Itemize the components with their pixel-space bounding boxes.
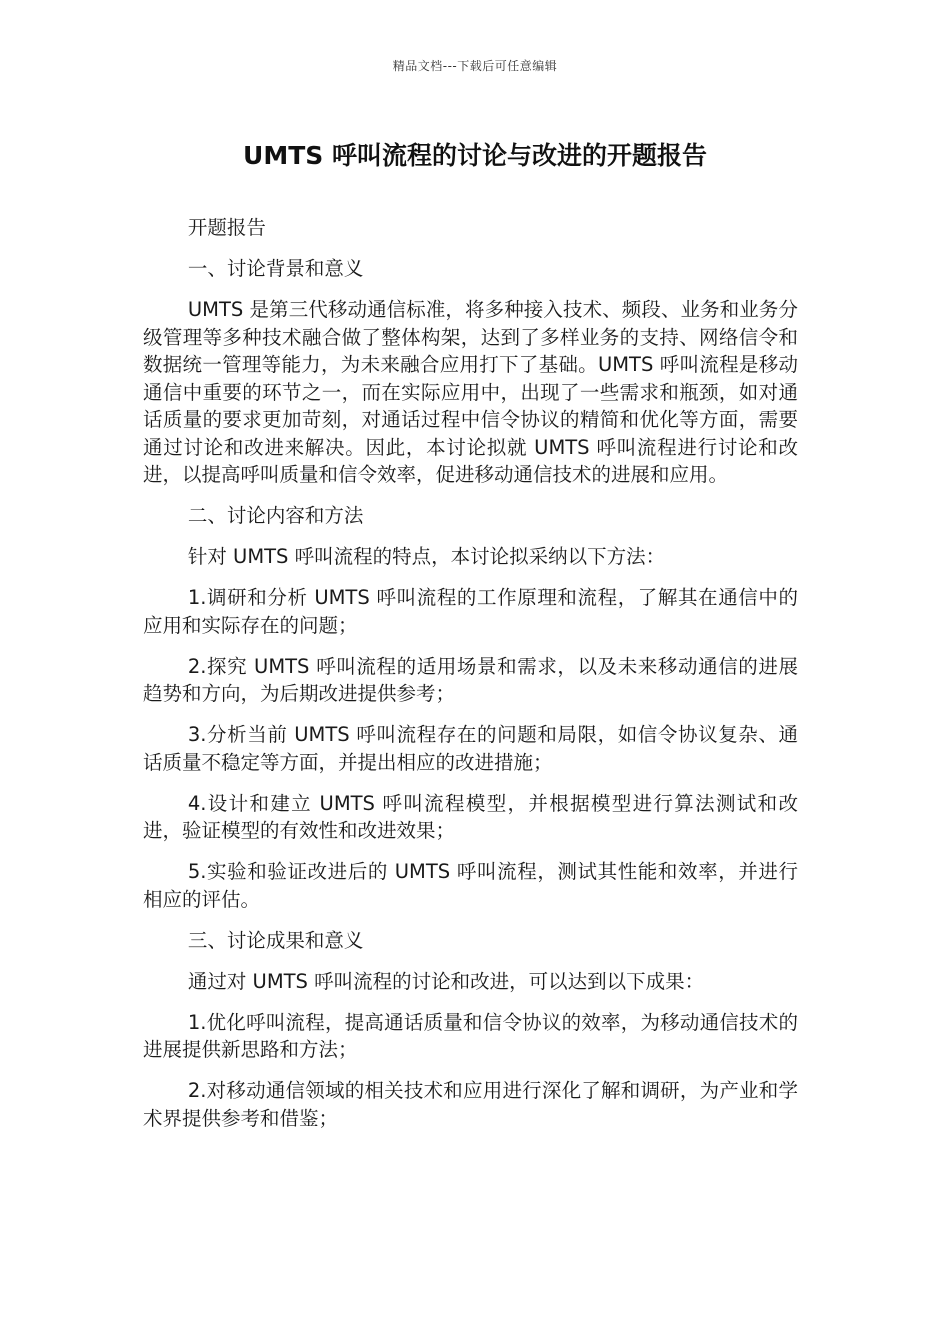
list-item-method-3: 3.分析当前 UMTS 呼叫流程存在的问题和局限，如信令协议复杂、通话质量不稳定等方面，并提出相应的改进措施；	[143, 723, 798, 774]
section-heading-results: 三、讨论成果和意义	[187, 928, 364, 952]
list-item-method-1: 1.调研和分析 UMTS 呼叫流程的工作原理和流程，了解其在通信中的应用和实际存在的问题；	[143, 586, 798, 637]
paragraph-background: UMTS 是第三代移动通信标准，将多种接入技术、频段、业务和业务分级管理等多种技术融合做了整体构架，达到了多样业务的支持、网络信令和数据统一管理等能力，为未来融合应用打下了基础。UMTS 呼叫流程是移动通信中重要的环节之一，而在实际应用中，出现了一些需求和瓶颈，如对通话质量的要求更加苛刻，对通话过程中信令协议的精简和优化等方面，需要通过讨论和改进来解决。因此，本讨论拟就 UMTS 呼叫流程进行讨论和改进，以提高呼叫质量和信令效率，促进移动通信技术的进展和应用。	[143, 298, 798, 486]
list-item-method-4: 4.设计和建立 UMTS 呼叫流程模型，并根据模型进行算法测试和改进，验证模型的有效性和改进效果；	[143, 791, 798, 842]
list-item-result-1: 1.优化呼叫流程，提高通话质量和信令协议的效率，为移动通信技术的进展提供新思路和方法；	[143, 1010, 798, 1061]
list-item-method-5: 5.实验和验证改进后的 UMTS 呼叫流程，测试其性能和效率，并进行相应的评估。	[143, 860, 798, 911]
section-heading-background: 一、讨论背景和意义	[187, 257, 364, 280]
document-title: UMTS 呼叫流程的讨论与改进的开题报告	[243, 141, 707, 170]
paragraph-method-intro: 针对 UMTS 呼叫流程的特点，本讨论拟采纳以下方法：	[187, 545, 666, 568]
header-note: 精品文档---下载后可任意编辑	[392, 59, 558, 73]
section-heading-content-method: 二、讨论内容和方法	[187, 504, 364, 527]
paragraph-report-label: 开题报告	[187, 216, 266, 239]
list-item-method-2: 2.探究 UMTS 呼叫流程的适用场景和需求，以及未来移动通信的进展趋势和方向，为后期改进提供参考；	[143, 654, 798, 705]
paragraph-results-intro: 通过对 UMTS 呼叫流程的讨论和改进，可以达到以下成果：	[187, 969, 705, 993]
document-body	[143, 214, 798, 1146]
list-item-result-2: 2.对移动通信领域的相关技术和应用进行深化了解和调研，为产业和学术界提供参考和借鉴；	[143, 1079, 798, 1130]
